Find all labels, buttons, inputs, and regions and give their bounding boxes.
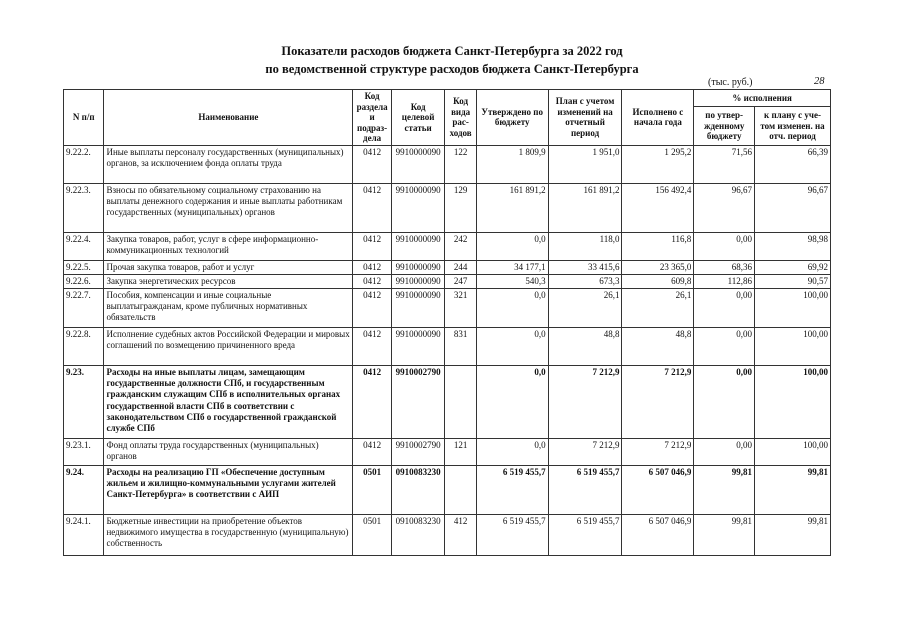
row-pct-plan: 98,98 xyxy=(755,232,831,260)
row-section: 0412 xyxy=(353,365,391,438)
row-num: 9.22.5. xyxy=(64,260,104,274)
row-type: 121 xyxy=(445,438,476,465)
row-pct-plan: 69,92 xyxy=(755,260,831,274)
row-type: 321 xyxy=(445,288,476,327)
row-num: 9.22.7. xyxy=(64,288,104,327)
row-section: 0412 xyxy=(353,288,391,327)
row-name: Пособия, компенсации и иные социальные выплатыгражданам, кроме публичных нормативных обязательств xyxy=(104,288,353,327)
row-approved: 0,0 xyxy=(476,365,548,438)
table-row xyxy=(64,514,831,555)
row-pct-approved: 0,00 xyxy=(694,327,755,365)
row-type xyxy=(445,365,476,438)
row-plan: 7 212,9 xyxy=(548,365,622,438)
row-target: 0910083230 xyxy=(391,465,445,514)
row-target: 0910083230 xyxy=(391,514,445,555)
row-name: Расходы на иные выплаты лицам, замещающим государственные должности СПб, и государственным гражданским служащим СПб в исполнительных органах государственной власти СПб в соответствии с законодательством СПб о государственной гражданской службе СПб xyxy=(104,365,353,438)
row-num: 9.22.6. xyxy=(64,274,104,288)
table-row xyxy=(64,274,831,288)
row-plan: 7 212,9 xyxy=(548,438,622,465)
row-target: 9910000090 xyxy=(391,327,445,365)
row-executed: 23 365,0 xyxy=(622,260,694,274)
row-target: 9910000090 xyxy=(391,145,445,183)
table-row xyxy=(64,327,831,365)
row-executed: 116,8 xyxy=(622,232,694,260)
row-type xyxy=(445,465,476,514)
table-row xyxy=(64,260,831,274)
row-plan: 6 519 455,7 xyxy=(548,465,622,514)
row-target: 9910002790 xyxy=(391,438,445,465)
col-header-approved: Утверждено по бюджету xyxy=(476,90,548,146)
col-header-pct-group: % исполнения xyxy=(694,90,831,107)
col-header-plan: План с учетом изменений на отчетный период xyxy=(548,90,622,146)
row-num: 9.23.1. xyxy=(64,438,104,465)
row-plan: 673,3 xyxy=(548,274,622,288)
row-pct-approved: 0,00 xyxy=(694,232,755,260)
row-name: Закупка энергетических ресурсов xyxy=(104,274,353,288)
row-plan: 33 415,6 xyxy=(548,260,622,274)
row-approved: 161 891,2 xyxy=(476,183,548,232)
table-row xyxy=(64,438,831,465)
row-pct-approved: 68,36 xyxy=(694,260,755,274)
row-executed: 7 212,9 xyxy=(622,365,694,438)
row-plan: 6 519 455,7 xyxy=(548,514,622,555)
row-pct-plan: 90,57 xyxy=(755,274,831,288)
row-target: 9910000090 xyxy=(391,183,445,232)
row-name: Бюджетные инвестиции на приобретение объектов недвижимого имущества в государственную (муниципальную) собственность xyxy=(104,514,353,555)
row-pct-plan: 100,00 xyxy=(755,365,831,438)
row-plan: 1 951,0 xyxy=(548,145,622,183)
table-row xyxy=(64,365,831,438)
row-pct-approved: 0,00 xyxy=(694,288,755,327)
col-header-type: Код вида рас- ходов xyxy=(445,90,476,146)
row-type: 412 xyxy=(445,514,476,555)
row-section: 0412 xyxy=(353,145,391,183)
row-pct-plan: 99,81 xyxy=(755,514,831,555)
row-section: 0412 xyxy=(353,183,391,232)
row-type: 831 xyxy=(445,327,476,365)
row-num: 9.24. xyxy=(64,465,104,514)
units-label: (тыс. руб.) xyxy=(708,77,753,88)
row-num: 9.22.3. xyxy=(64,183,104,232)
row-section: 0412 xyxy=(353,438,391,465)
row-approved: 6 519 455,7 xyxy=(476,514,548,555)
row-plan: 161 891,2 xyxy=(548,183,622,232)
col-header-target: Код целевой статьи xyxy=(391,90,445,146)
table-row xyxy=(64,232,831,260)
row-type: 247 xyxy=(445,274,476,288)
row-executed: 156 492,4 xyxy=(622,183,694,232)
row-executed: 6 507 046,9 xyxy=(622,514,694,555)
row-plan: 48,8 xyxy=(548,327,622,365)
row-target: 9910000090 xyxy=(391,232,445,260)
row-type: 242 xyxy=(445,232,476,260)
row-section: 0412 xyxy=(353,274,391,288)
row-section: 0501 xyxy=(353,465,391,514)
row-type: 129 xyxy=(445,183,476,232)
row-name: Закупка товаров, работ, услуг в сфере информационно-коммуникационных технологий xyxy=(104,232,353,260)
page-title: Показатели расходов бюджета Санкт-Петербурга за 2022 год xyxy=(281,44,623,58)
row-name: Иные выплаты персоналу государственных (муниципальных) органов, за исключением фонда оплаты труда xyxy=(104,145,353,183)
row-executed: 48,8 xyxy=(622,327,694,365)
row-executed: 609,8 xyxy=(622,274,694,288)
col-header-num: N п/п xyxy=(64,90,104,146)
row-executed: 6 507 046,9 xyxy=(622,465,694,514)
table-row xyxy=(64,288,831,327)
col-header-pct-approved: по утвер- жденному бюджету xyxy=(694,107,755,145)
table-row xyxy=(64,145,831,183)
row-target: 9910000090 xyxy=(391,274,445,288)
row-num: 9.24.1. xyxy=(64,514,104,555)
col-header-name: Наименование xyxy=(104,90,353,146)
row-target: 9910000090 xyxy=(391,288,445,327)
row-name: Исполнение судебных актов Российской Федерации и мировых соглашений по возмещению причиненного вреда xyxy=(104,327,353,365)
row-section: 0412 xyxy=(353,260,391,274)
row-name: Фонд оплаты труда государственных (муниципальных) органов xyxy=(104,438,353,465)
row-pct-approved: 96,67 xyxy=(694,183,755,232)
table-row xyxy=(64,465,831,514)
row-pct-plan: 96,67 xyxy=(755,183,831,232)
row-section: 0412 xyxy=(353,232,391,260)
col-header-pct-plan: к плану с уче- том изменен. на отч. период xyxy=(755,107,831,145)
row-target: 9910000090 xyxy=(391,260,445,274)
row-executed: 1 295,2 xyxy=(622,145,694,183)
row-pct-plan: 100,00 xyxy=(755,438,831,465)
row-type: 244 xyxy=(445,260,476,274)
row-num: 9.22.2. xyxy=(64,145,104,183)
row-pct-approved: 0,00 xyxy=(694,438,755,465)
row-approved: 0,0 xyxy=(476,232,548,260)
row-approved: 0,0 xyxy=(476,327,548,365)
row-approved: 0,0 xyxy=(476,288,548,327)
row-pct-approved: 112,86 xyxy=(694,274,755,288)
budget-table xyxy=(63,89,831,556)
row-name: Взносы по обязательному социальному страхованию на выплаты денежного содержания и иные выплаты работникам государственных (муниципальных) органов xyxy=(104,183,353,232)
row-executed: 26,1 xyxy=(622,288,694,327)
row-plan: 26,1 xyxy=(548,288,622,327)
row-section: 0412 xyxy=(353,327,391,365)
table-row xyxy=(64,183,831,232)
row-section: 0501 xyxy=(353,514,391,555)
row-approved: 540,3 xyxy=(476,274,548,288)
row-pct-plan: 99,81 xyxy=(755,465,831,514)
row-pct-approved: 0,00 xyxy=(694,365,755,438)
col-header-executed: Исполнено с начала года xyxy=(622,90,694,146)
row-pct-approved: 71,56 xyxy=(694,145,755,183)
row-num: 9.23. xyxy=(64,365,104,438)
row-approved: 0,0 xyxy=(476,438,548,465)
row-num: 9.22.4. xyxy=(64,232,104,260)
col-header-section: Код раздела и подраз- дела xyxy=(353,90,391,146)
row-approved: 1 809,9 xyxy=(476,145,548,183)
row-pct-approved: 99,81 xyxy=(694,465,755,514)
row-name: Расходы на реализацию ГП «Обеспечение доступным жильем и жилищно-коммунальными услугами жителей Санкт-Петербурга» в соответствии с АИП xyxy=(104,465,353,514)
page-number: 28 xyxy=(814,76,825,87)
row-name: Прочая закупка товаров, работ и услуг xyxy=(104,260,353,274)
row-approved: 34 177,1 xyxy=(476,260,548,274)
row-plan: 118,0 xyxy=(548,232,622,260)
row-pct-approved: 99,81 xyxy=(694,514,755,555)
row-approved: 6 519 455,7 xyxy=(476,465,548,514)
page-subtitle: по ведомственной структуре расходов бюджета Санкт-Петербурга xyxy=(265,62,639,76)
row-pct-plan: 66,39 xyxy=(755,145,831,183)
row-num: 9.22.8. xyxy=(64,327,104,365)
row-pct-plan: 100,00 xyxy=(755,288,831,327)
row-pct-plan: 100,00 xyxy=(755,327,831,365)
row-type: 122 xyxy=(445,145,476,183)
row-executed: 7 212,9 xyxy=(622,438,694,465)
row-target: 9910002790 xyxy=(391,365,445,438)
